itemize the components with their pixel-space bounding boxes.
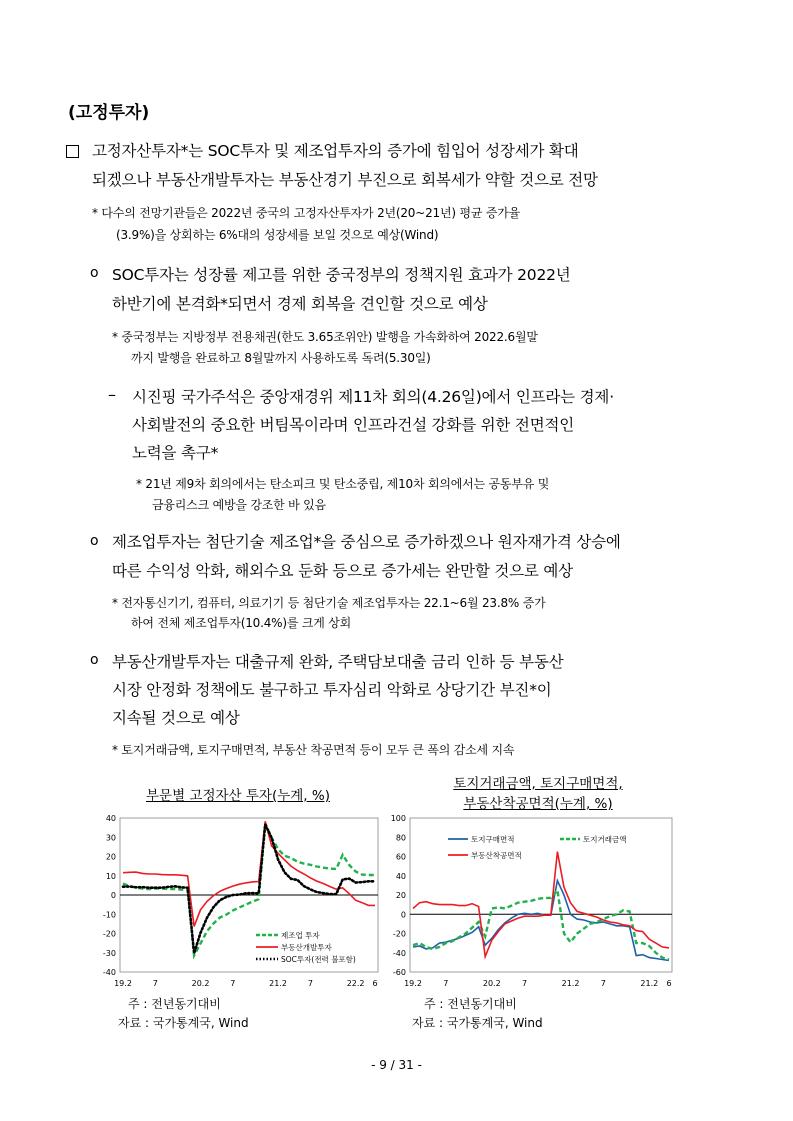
y-tick-label: -30 <box>102 948 116 958</box>
re-line-3: 지속될 것으로 예상 <box>112 709 240 727</box>
mfg-note-1: * 전자통신기기, 컴퓨터, 의료기기 등 첨단기술 제조업투자는 22.1~6월 23.8% 증가 <box>112 596 546 610</box>
y-tick-label: 10 <box>105 871 116 881</box>
y-tick-label: 20 <box>105 852 116 862</box>
y-tick-label: -40 <box>102 968 116 977</box>
x-tick-label: 20.2 <box>482 979 501 988</box>
soc-line-2: 하반기에 본격화*되면서 경제 회복을 견인할 것으로 예상 <box>112 295 488 313</box>
y-tick-label: -60 <box>392 968 406 977</box>
mfg-note-2: 하여 전체 제조업투자(10.4%)를 크게 상회 <box>131 616 352 630</box>
soc-note-1: * 중국정부는 지방정부 전용채권(한도 3.65조위안) 발행을 가속화하여 2022.6월말 <box>112 330 538 344</box>
xi-line-1: 시진핑 국가주석은 중앙재경위 제11차 회의(4.26일)에서 인프라는 경제· <box>132 388 614 406</box>
left-chart-source: 자료 : 국가통계국, Wind <box>118 1016 249 1030</box>
section-heading: (고정투자) <box>68 103 150 123</box>
x-tick-label: 6 <box>372 979 378 988</box>
y-tick-label: -20 <box>392 929 406 939</box>
right-chart-title-2: 부동산착공면적(누계, %) <box>463 796 613 812</box>
y-tick-label: 40 <box>395 871 406 881</box>
re-line-1: 부동산개발투자는 대출규제 완화, 주택담보대출 금리 인하 등 부동산 <box>112 653 564 671</box>
main-line-2: 되겠으나 부동산개발투자는 부동산경기 부진으로 회복세가 약할 것으로 전망 <box>92 171 598 189</box>
left-chart-note: 주 : 전년동기대비 <box>128 997 221 1011</box>
y-tick-label: 80 <box>395 833 406 843</box>
x-tick-label: 7 <box>230 979 236 988</box>
xi-note-1: * 21년 제9차 회의에서는 탄소피크 및 탄소중립, 제10차 회의에서는 공동부유 및 <box>136 477 550 491</box>
xi-line-3: 노력을 촉구* <box>132 444 219 462</box>
legend-label: 부동산개발투자 <box>281 943 332 952</box>
soc-note-2: 까지 발행을 완료하고 8월말까지 사용하도록 독려(5.30일) <box>131 351 431 365</box>
y-tick-label: 0 <box>110 891 116 900</box>
right-chart <box>382 810 687 995</box>
re-line-2: 시장 안정화 정책에도 불구하고 투자심리 악화로 상당기간 부진*이 <box>112 681 552 699</box>
x-tick-label: 21.2 <box>269 979 287 988</box>
x-tick-label: 7 <box>600 979 606 988</box>
bullet-re: o <box>90 652 99 668</box>
legend-label: 토지구매면적 <box>471 835 515 844</box>
x-tick-label: 7 <box>152 979 158 988</box>
legend-label: 토지거래금액 <box>583 835 627 844</box>
right-chart-title-1: 토지거래금액, 토지구매면적, <box>453 776 623 792</box>
series-line <box>413 890 669 959</box>
y-tick-label: 100 <box>390 814 406 823</box>
legend-label: 부동산착공면적 <box>471 851 522 860</box>
mfg-line-2: 따른 수익성 악화, 해외수요 둔화 등으로 증가세는 완만할 것으로 예상 <box>112 562 573 580</box>
bullet-soc: o <box>90 265 99 281</box>
left-chart-title: 부문별 고정자산 투자(누계, %) <box>146 788 330 804</box>
y-tick-label: -20 <box>102 929 116 939</box>
series-line <box>123 821 375 926</box>
left-chart <box>88 810 388 995</box>
y-tick-label: 40 <box>105 814 116 823</box>
checkbox-square-icon <box>66 145 79 158</box>
y-tick-label: 60 <box>395 852 406 862</box>
plot-frame <box>410 818 672 972</box>
y-tick-label: 30 <box>105 833 116 843</box>
legend-label: 제조업 투자 <box>281 931 320 940</box>
x-tick-label: 19.2 <box>114 979 132 988</box>
x-tick-label: 20.2 <box>191 979 210 988</box>
x-tick-label: 7 <box>443 979 449 988</box>
mfg-line-1: 제조업투자는 첨단기술 제조업*을 중심으로 증가하겠으나 원자재가격 상승에 <box>112 533 621 551</box>
x-tick-label: 21.2 <box>561 979 580 988</box>
legend-label: SOC투자(전력 불포함) <box>281 955 356 964</box>
y-tick-label: 0 <box>400 910 406 920</box>
right-chart-source: 자료 : 국가통계국, Wind <box>412 1016 543 1030</box>
x-tick-label: 7 <box>307 979 313 988</box>
main-note-2: (3.9%)을 상회하는 6%대의 성장세를 보일 것으로 예상(Wind) <box>116 228 439 242</box>
y-tick-label: -10 <box>102 910 116 920</box>
bullet-mfg: o <box>90 533 99 549</box>
x-tick-label: 22.2 <box>346 979 365 988</box>
x-tick-label: 6 <box>666 979 672 988</box>
y-tick-label: 20 <box>395 891 406 900</box>
xi-note-2: 금융리스크 예방을 강조한 바 있음 <box>152 498 326 512</box>
main-line-1: 고정자산투자*는 SOC투자 및 제조업투자의 증가에 힘입어 성장세가 확대 <box>92 142 579 160</box>
soc-line-1: SOC투자는 성장률 제고를 위한 중국정부의 정책지원 효과가 2022년 <box>112 266 571 284</box>
x-tick-label: 19.2 <box>404 979 422 988</box>
re-note-1: * 토지거래금액, 토지구매면적, 부동산 착공면적 등이 모두 큰 폭의 감소세 지속 <box>112 743 515 757</box>
dash-xi: – <box>108 385 116 404</box>
x-tick-label: 21.2 <box>640 979 659 988</box>
page-number: - 9 / 31 - <box>371 1058 422 1072</box>
xi-line-2: 사회발전의 중요한 버팀목이라며 인프라건설 강화를 위한 전면적인 <box>132 416 575 434</box>
right-chart-note: 주 : 전년동기대비 <box>424 997 517 1011</box>
main-note-1: * 다수의 전망기관들은 2022년 중국의 고정자산투자가 2년(20~21년) 평균 증가율 <box>92 206 521 220</box>
y-tick-label: -40 <box>392 948 406 958</box>
x-tick-label: 7 <box>522 979 528 988</box>
